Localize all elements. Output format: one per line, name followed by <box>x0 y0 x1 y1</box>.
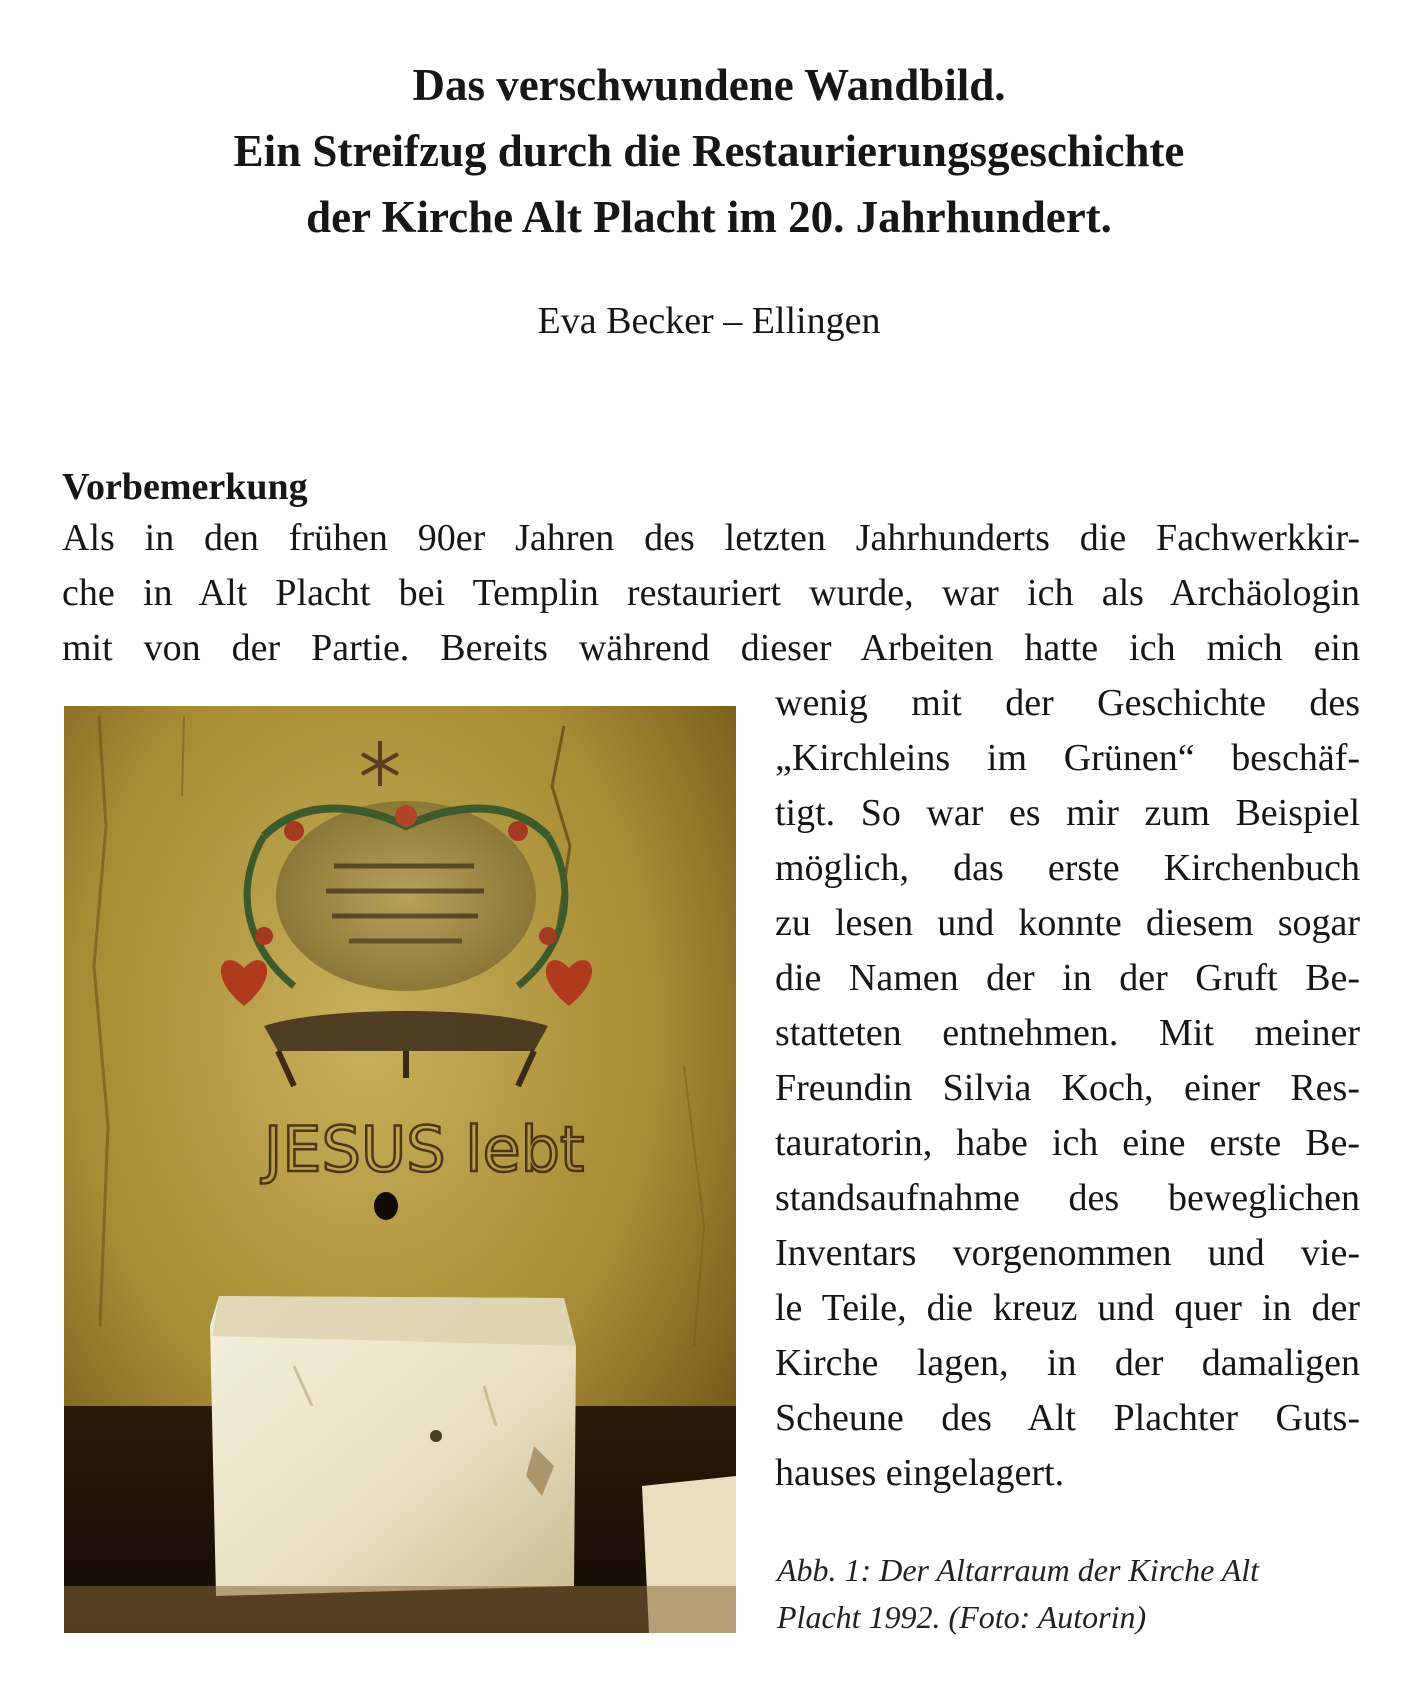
side-line-8: Freundin Silvia Koch, einer Res- <box>775 1067 1360 1109</box>
title-line-2: Ein Streifzug durch die Restaurierungsgeschichte <box>233 126 1185 176</box>
side-line-6: die Namen der in der Gruft Be- <box>775 957 1360 999</box>
title-line-1: Das verschwundene Wandbild. <box>412 60 1006 110</box>
article-title <box>60 52 1358 250</box>
side-line-14: Scheune des Alt Plachter Guts- <box>775 1397 1360 1439</box>
side-line-15: hauses eingelagert. <box>775 1452 1065 1494</box>
side-line-7: statteten entnehmen. Mit meiner <box>775 1012 1360 1054</box>
side-line-12: le Teile, die kreuz und quer in der <box>775 1287 1360 1329</box>
side-line-2: „Kirchleins im Grünen“ beschäf- <box>775 737 1360 779</box>
figure-caption <box>777 1547 1367 1641</box>
author-line: Eva Becker – Ellingen <box>537 300 881 342</box>
title-line-3: der Kirche Alt Placht im 20. Jahrhundert. <box>306 192 1112 242</box>
graffiti-text: JESUS lebt <box>264 1113 585 1186</box>
side-line-1: wenig mit der Geschichte des <box>775 682 1360 724</box>
side-line-10: standsaufnahme des beweglichen <box>775 1177 1360 1219</box>
body-line-1: Als in den frühen 90er Jahren des letzten Jahrhunderts die Fachwerkkir- <box>62 517 1360 559</box>
body-line-2: che in Alt Placht bei Templin restauriert wurde, war ich als Archäologin <box>62 572 1360 614</box>
section-heading: Vorbemerkung <box>62 466 308 508</box>
altar-photo <box>64 706 736 1633</box>
side-line-13: Kirche lagen, in der damaligen <box>775 1342 1360 1384</box>
caption-line-2: Placht 1992. (Foto: Autorin) <box>777 1599 1147 1635</box>
altar-photo-image <box>64 706 736 1633</box>
side-line-5: zu lesen und konnte diesem sogar <box>775 902 1360 944</box>
side-line-9: tauratorin, habe ich eine erste Be- <box>775 1122 1360 1164</box>
side-line-3: tigt. So war es mir zum Beispiel <box>775 792 1360 834</box>
side-line-4: möglich, das erste Kirchenbuch <box>775 847 1360 889</box>
caption-line-1: Abb. 1: Der Altarraum der Kirche Alt <box>777 1552 1260 1588</box>
body-line-3: mit von der Partie. Bereits während dieser Arbeiten hatte ich mich ein <box>62 627 1360 669</box>
side-line-11: Inventars vorgenommen und vie- <box>775 1232 1360 1274</box>
